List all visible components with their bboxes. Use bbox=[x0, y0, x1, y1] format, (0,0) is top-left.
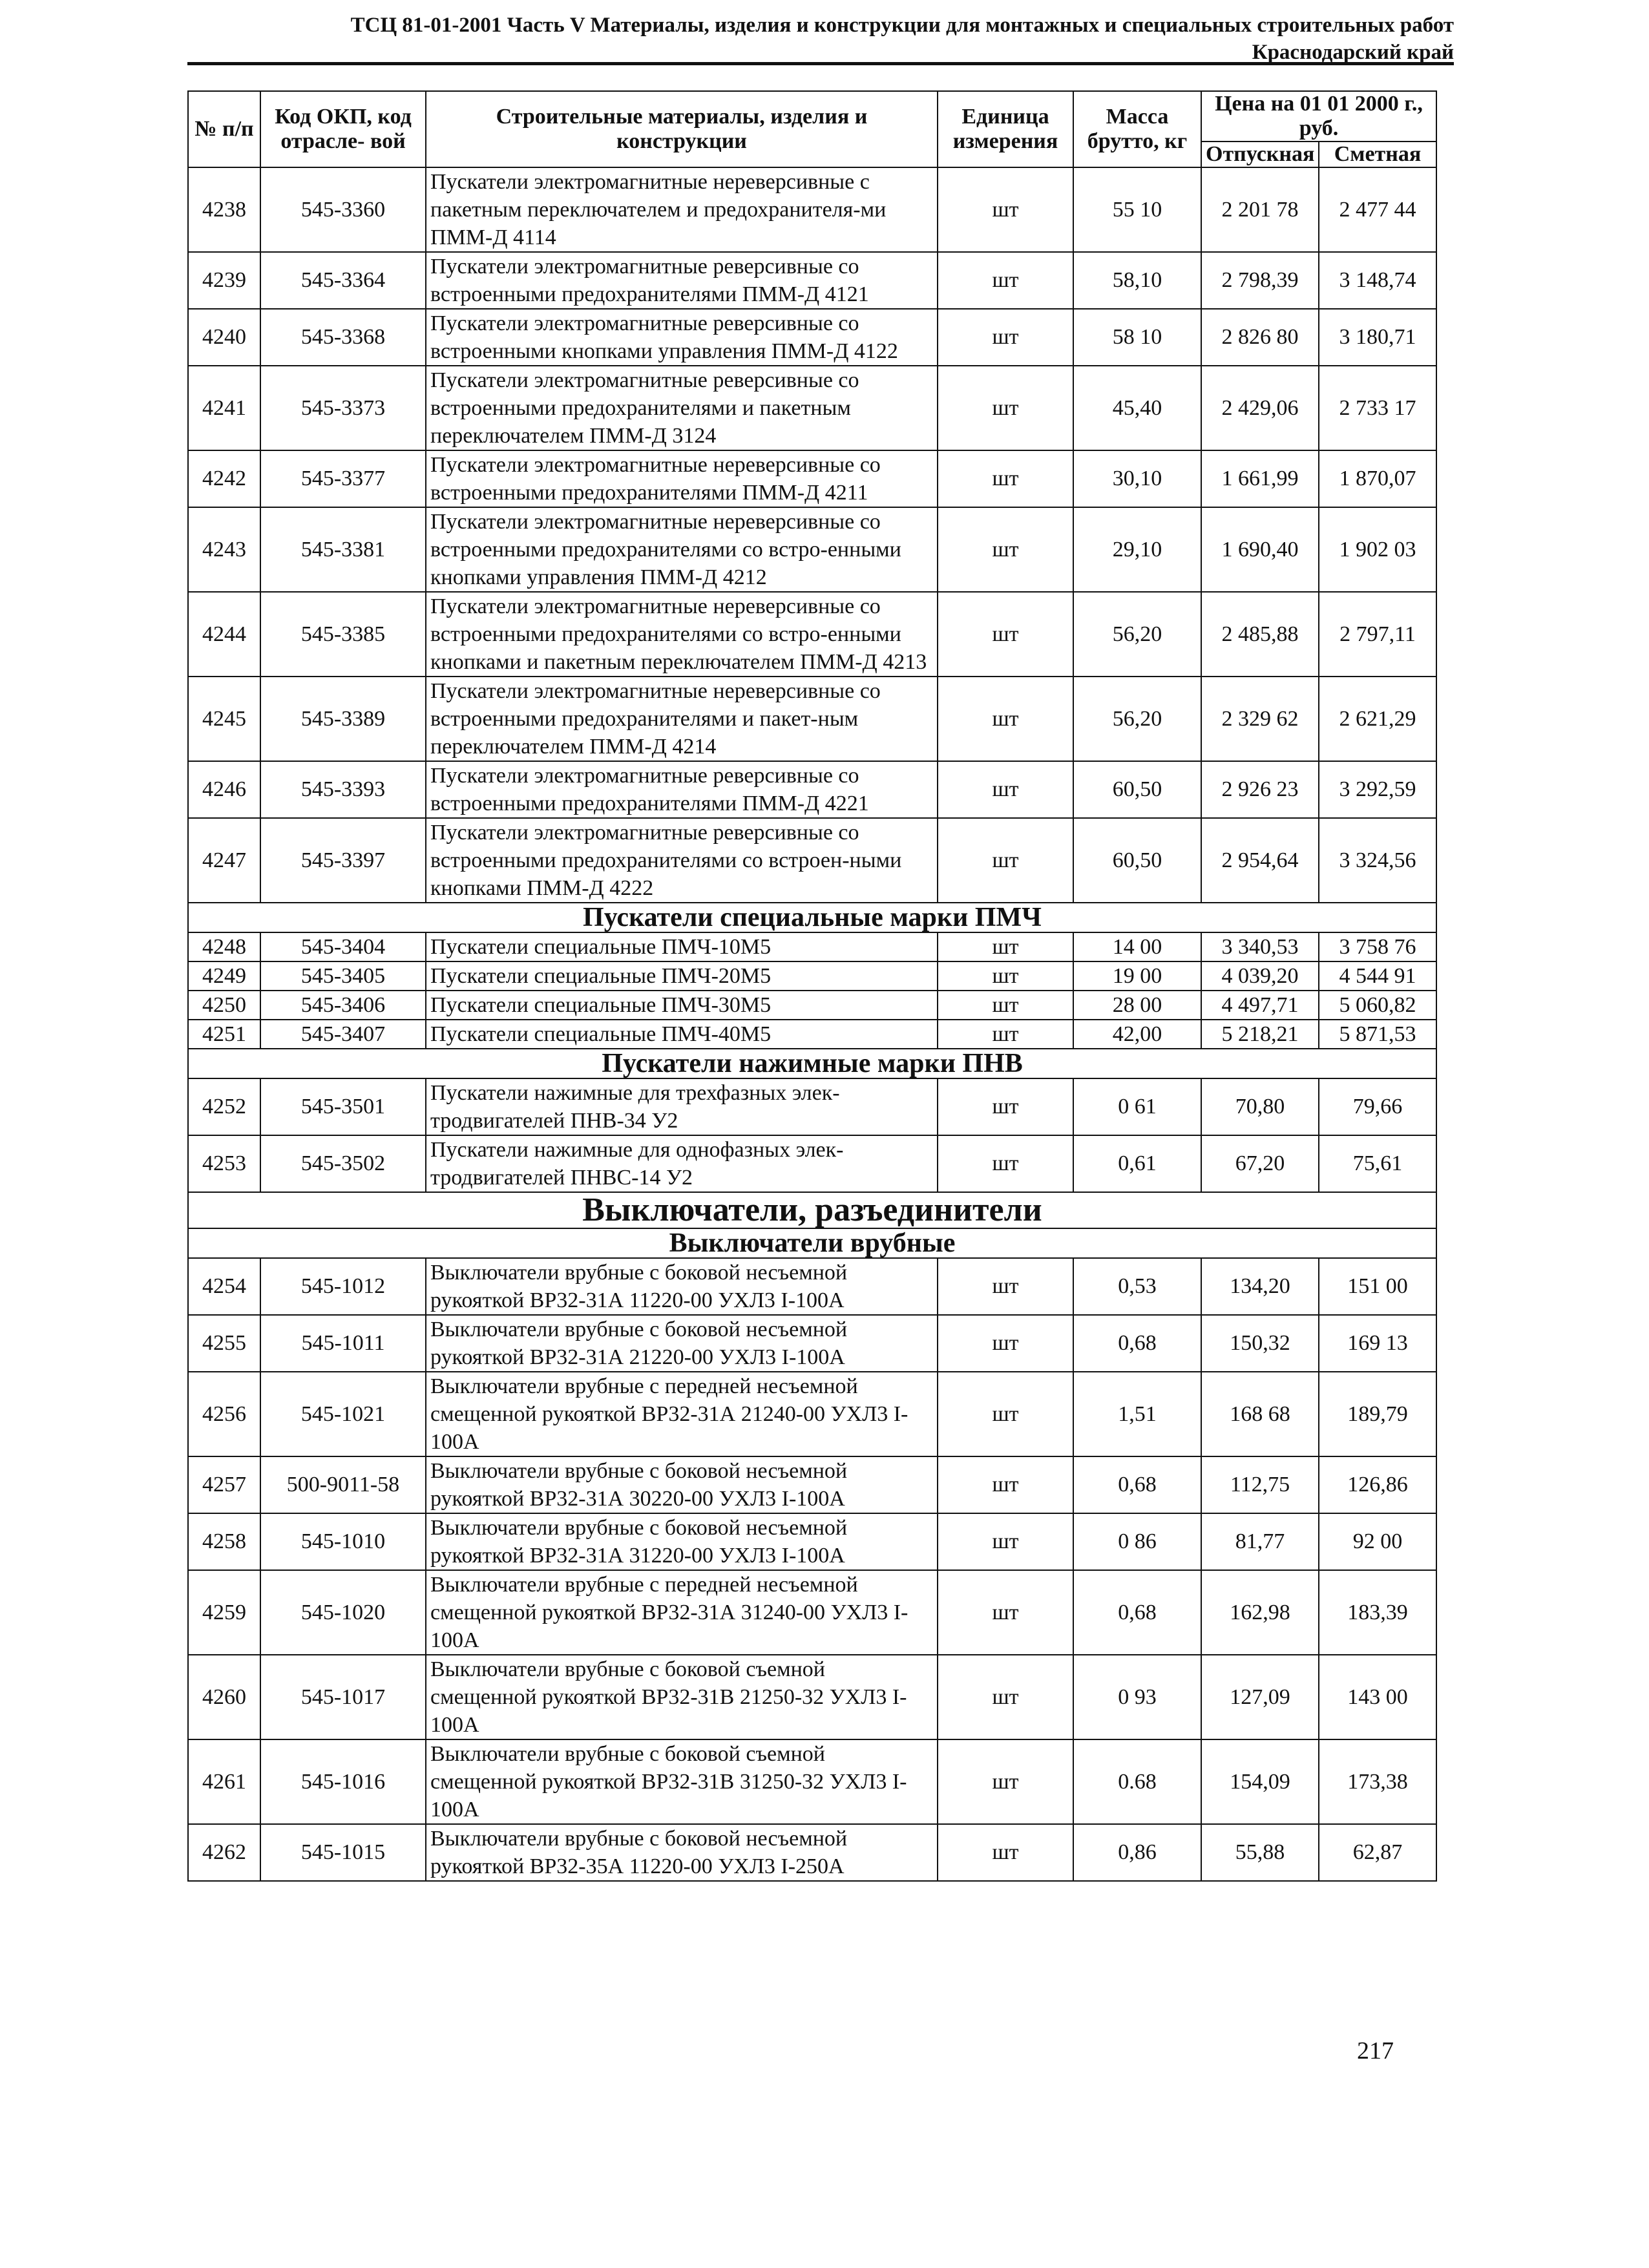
cell-name: Пускатели нажимные для однофазных элек-тродвигателей ПНВС-14 У2 bbox=[426, 1135, 938, 1192]
cell-unit: шт bbox=[938, 1570, 1073, 1655]
cell-price-estimate: 5 060,82 bbox=[1319, 991, 1436, 1020]
cell-name: Пускатели нажимные для трехфазных элек-тродвигателей ПНВ-34 У2 bbox=[426, 1078, 938, 1135]
col-header-name: Строительные материалы, изделия и конструкции bbox=[426, 91, 938, 167]
cell-mass: 0.68 bbox=[1073, 1739, 1201, 1824]
cell-unit: шт bbox=[938, 450, 1073, 507]
cell-mass: 58 10 bbox=[1073, 309, 1201, 366]
cell-mass: 0,68 bbox=[1073, 1456, 1201, 1513]
cell-code: 545-1010 bbox=[260, 1513, 426, 1570]
cell-name: Выключатели врубные с боковой несъемной рукояткой ВР32-31А 30220-00 УХЛ3 I-100А bbox=[426, 1456, 938, 1513]
cell-code: 545-3377 bbox=[260, 450, 426, 507]
cell-num: 4241 bbox=[188, 366, 260, 450]
cell-name: Пускатели специальные ПМЧ-40М5 bbox=[426, 1020, 938, 1049]
cell-price-estimate: 126,86 bbox=[1319, 1456, 1436, 1513]
cell-mass: 42,00 bbox=[1073, 1020, 1201, 1049]
cell-num: 4255 bbox=[188, 1315, 260, 1372]
cell-price-release: 2 798,39 bbox=[1201, 252, 1319, 309]
cell-price-estimate: 79,66 bbox=[1319, 1078, 1436, 1135]
cell-mass: 0 86 bbox=[1073, 1513, 1201, 1570]
cell-unit: шт bbox=[938, 1739, 1073, 1824]
cell-price-release: 150,32 bbox=[1201, 1315, 1319, 1372]
cell-price-release: 2 954,64 bbox=[1201, 818, 1319, 903]
cell-name: Пускатели электромагнитные нереверсивные со встроенными предохранителями и пакет-ным переключателем ПММ-Д 4214 bbox=[426, 677, 938, 761]
cell-code: 545-3373 bbox=[260, 366, 426, 450]
cell-price-release: 4 039,20 bbox=[1201, 961, 1319, 991]
cell-num: 4258 bbox=[188, 1513, 260, 1570]
cell-price-estimate: 143 00 bbox=[1319, 1655, 1436, 1739]
cell-price-release: 127,09 bbox=[1201, 1655, 1319, 1739]
cell-price-release: 168 68 bbox=[1201, 1372, 1319, 1456]
cell-code: 545-3405 bbox=[260, 961, 426, 991]
cell-name: Пускатели электромагнитные реверсивные со встроенными предохранителями со встроен-ными кнопками ПММ-Д 4222 bbox=[426, 818, 938, 903]
table-row bbox=[188, 507, 1436, 592]
cell-price-release: 2 926 23 bbox=[1201, 761, 1319, 818]
col-header-unit: Единица измерения bbox=[938, 91, 1073, 167]
cell-code: 545-3397 bbox=[260, 818, 426, 903]
cell-name: Пускатели электромагнитные нереверсивные с пакетным переключателем и предохранителя-ми ПММ-Д 4114 bbox=[426, 167, 938, 252]
cell-num: 4261 bbox=[188, 1739, 260, 1824]
cell-unit: шт bbox=[938, 1513, 1073, 1570]
cell-name: Пускатели специальные ПМЧ-20М5 bbox=[426, 961, 938, 991]
cell-mass: 14 00 bbox=[1073, 932, 1201, 961]
table-row bbox=[188, 1315, 1436, 1372]
cell-unit: шт bbox=[938, 991, 1073, 1020]
cell-unit: шт bbox=[938, 677, 1073, 761]
cell-num: 4259 bbox=[188, 1570, 260, 1655]
table-row bbox=[188, 1824, 1436, 1881]
cell-mass: 60,50 bbox=[1073, 761, 1201, 818]
cell-unit: шт bbox=[938, 1824, 1073, 1881]
cell-name: Выключатели врубные с боковой съемной смещенной рукояткой ВР32-31В 21250-32 УХЛ3 I-100А bbox=[426, 1655, 938, 1739]
cell-num: 4246 bbox=[188, 761, 260, 818]
cell-unit: шт bbox=[938, 1315, 1073, 1372]
cell-num: 4262 bbox=[188, 1824, 260, 1881]
col-header-num: № п/п bbox=[188, 91, 260, 167]
cell-code: 545-3393 bbox=[260, 761, 426, 818]
cell-num: 4248 bbox=[188, 932, 260, 961]
cell-price-release: 1 661,99 bbox=[1201, 450, 1319, 507]
cell-price-release: 2 826 80 bbox=[1201, 309, 1319, 366]
cell-price-release: 4 497,71 bbox=[1201, 991, 1319, 1020]
cell-unit: шт bbox=[938, 1456, 1073, 1513]
cell-code: 500-9011-58 bbox=[260, 1456, 426, 1513]
cell-name: Выключатели врубные с боковой несъемной рукояткой ВР32-31А 21220-00 УХЛ3 I-100А bbox=[426, 1315, 938, 1372]
cell-name: Пускатели электромагнитные реверсивные со встроенными кнопками управления ПММ-Д 4122 bbox=[426, 309, 938, 366]
cell-name: Выключатели врубные с боковой несъемной рукояткой ВР32-31А 11220-00 УХЛ3 I-100А bbox=[426, 1258, 938, 1315]
cell-price-estimate: 169 13 bbox=[1319, 1315, 1436, 1372]
cell-code: 545-3368 bbox=[260, 309, 426, 366]
cell-unit: шт bbox=[938, 366, 1073, 450]
cell-mass: 55 10 bbox=[1073, 167, 1201, 252]
cell-unit: шт bbox=[938, 932, 1073, 961]
table-row bbox=[188, 309, 1436, 366]
table-row bbox=[188, 1372, 1436, 1456]
cell-unit: шт bbox=[938, 961, 1073, 991]
table-body bbox=[188, 167, 1436, 1881]
cell-price-estimate: 1 870,07 bbox=[1319, 450, 1436, 507]
cell-price-release: 112,75 bbox=[1201, 1456, 1319, 1513]
cell-price-estimate: 75,61 bbox=[1319, 1135, 1436, 1192]
cell-name: Пускатели электромагнитные нереверсивные со встроенными предохранителями ПММ-Д 4211 bbox=[426, 450, 938, 507]
cell-code: 545-3385 bbox=[260, 592, 426, 677]
cell-code: 545-1015 bbox=[260, 1824, 426, 1881]
cell-unit: шт bbox=[938, 1372, 1073, 1456]
cell-num: 4247 bbox=[188, 818, 260, 903]
table-row bbox=[188, 1020, 1436, 1049]
cell-mass: 0,68 bbox=[1073, 1570, 1201, 1655]
cell-mass: 60,50 bbox=[1073, 818, 1201, 903]
cell-mass: 58,10 bbox=[1073, 252, 1201, 309]
cell-name: Пускатели электромагнитные реверсивные со встроенными предохранителями ПММ-Д 4221 bbox=[426, 761, 938, 818]
cell-mass: 56,20 bbox=[1073, 677, 1201, 761]
cell-num: 4256 bbox=[188, 1372, 260, 1456]
cell-unit: шт bbox=[938, 507, 1073, 592]
table-row bbox=[188, 991, 1436, 1020]
col-header-price-release: Отпускная bbox=[1201, 142, 1319, 167]
cell-code: 545-1012 bbox=[260, 1258, 426, 1315]
col-header-code: Код ОКП, код отрасле- вой bbox=[260, 91, 426, 167]
cell-mass: 0,61 bbox=[1073, 1135, 1201, 1192]
cell-num: 4250 bbox=[188, 991, 260, 1020]
cell-code: 545-1011 bbox=[260, 1315, 426, 1372]
cell-price-release: 2 329 62 bbox=[1201, 677, 1319, 761]
cell-price-release: 1 690,40 bbox=[1201, 507, 1319, 592]
cell-num: 4249 bbox=[188, 961, 260, 991]
table-row bbox=[188, 1513, 1436, 1570]
table-row bbox=[188, 1078, 1436, 1135]
cell-price-estimate: 151 00 bbox=[1319, 1258, 1436, 1315]
cell-price-estimate: 4 544 91 bbox=[1319, 961, 1436, 991]
col-header-mass: Масса брутто, кг bbox=[1073, 91, 1201, 167]
cell-num: 4240 bbox=[188, 309, 260, 366]
cell-unit: шт bbox=[938, 761, 1073, 818]
cell-code: 545-3360 bbox=[260, 167, 426, 252]
cell-price-estimate: 3 148,74 bbox=[1319, 252, 1436, 309]
cell-price-estimate: 3 292,59 bbox=[1319, 761, 1436, 818]
cell-name: Пускатели электромагнитные реверсивные со встроенными предохранителями ПММ-Д 4121 bbox=[426, 252, 938, 309]
cell-unit: шт bbox=[938, 1078, 1073, 1135]
cell-price-release: 55,88 bbox=[1201, 1824, 1319, 1881]
cell-code: 545-3501 bbox=[260, 1078, 426, 1135]
table-row bbox=[188, 450, 1436, 507]
section-title: Выключатели врубные bbox=[188, 1228, 1436, 1258]
cell-price-estimate: 3 324,56 bbox=[1319, 818, 1436, 903]
cell-num: 4238 bbox=[188, 167, 260, 252]
section-heading-row bbox=[188, 1228, 1436, 1258]
cell-price-estimate: 2 733 17 bbox=[1319, 366, 1436, 450]
cell-name: Выключатели врубные с боковой несъемной рукояткой ВР32-35А 11220-00 УХЛ3 I-250А bbox=[426, 1824, 938, 1881]
table-row bbox=[188, 677, 1436, 761]
cell-name: Пускатели электромагнитные нереверсивные со встроенными предохранителями со встро-енными кнопками и пакетным переключателем ПММ-Д 4213 bbox=[426, 592, 938, 677]
header-title: ТСЦ 81-01-2001 Часть V Материалы, изделия и конструкции для монтажных и специальных строительных работ bbox=[350, 14, 1454, 37]
cell-name: Выключатели врубные с передней несъемной смещенной рукояткой ВР32-31А 31240-00 УХЛ3 I-100А bbox=[426, 1570, 938, 1655]
cell-price-estimate: 3 180,71 bbox=[1319, 309, 1436, 366]
cell-price-estimate: 189,79 bbox=[1319, 1372, 1436, 1456]
table-row bbox=[188, 1570, 1436, 1655]
cell-num: 4239 bbox=[188, 252, 260, 309]
cell-mass: 0,68 bbox=[1073, 1315, 1201, 1372]
cell-name: Выключатели врубные с передней несъемной смещенной рукояткой ВР32-31А 21240-00 УХЛ3 I-100А bbox=[426, 1372, 938, 1456]
table-row bbox=[188, 1655, 1436, 1739]
cell-name: Пускатели специальные ПМЧ-10М5 bbox=[426, 932, 938, 961]
col-header-price: Цена на 01 01 2000 г., руб. bbox=[1201, 91, 1436, 142]
cell-unit: шт bbox=[938, 592, 1073, 677]
cell-code: 545-1016 bbox=[260, 1739, 426, 1824]
section-title: Выключатели, разъединители bbox=[188, 1192, 1436, 1228]
cell-name: Выключатели врубные с боковой съемной смещенной рукояткой ВР32-31В 31250-32 УХЛ3 I-100А bbox=[426, 1739, 938, 1824]
table-row bbox=[188, 1135, 1436, 1192]
cell-code: 545-3406 bbox=[260, 991, 426, 1020]
page-header bbox=[187, 12, 1454, 66]
cell-price-estimate: 3 758 76 bbox=[1319, 932, 1436, 961]
cell-price-estimate: 173,38 bbox=[1319, 1739, 1436, 1824]
cell-mass: 30,10 bbox=[1073, 450, 1201, 507]
cell-mass: 1,51 bbox=[1073, 1372, 1201, 1456]
cell-code: 545-3502 bbox=[260, 1135, 426, 1192]
col-header-price-estimate: Сметная bbox=[1319, 142, 1436, 167]
cell-code: 545-1021 bbox=[260, 1372, 426, 1456]
cell-num: 4245 bbox=[188, 677, 260, 761]
table-row bbox=[188, 167, 1436, 252]
table-row bbox=[188, 252, 1436, 309]
cell-unit: шт bbox=[938, 167, 1073, 252]
page-number: 217 bbox=[1357, 2037, 1394, 2064]
cell-num: 4244 bbox=[188, 592, 260, 677]
cell-unit: шт bbox=[938, 309, 1073, 366]
cell-name: Выключатели врубные с боковой несъемной рукояткой ВР32-31А 31220-00 УХЛ3 I-100А bbox=[426, 1513, 938, 1570]
table-row bbox=[188, 818, 1436, 903]
table-row bbox=[188, 366, 1436, 450]
cell-unit: шт bbox=[938, 1655, 1073, 1739]
table-row bbox=[188, 592, 1436, 677]
price-table bbox=[187, 90, 1437, 1882]
cell-price-release: 70,80 bbox=[1201, 1078, 1319, 1135]
cell-num: 4251 bbox=[188, 1020, 260, 1049]
section-title: Пускатели нажимные марки ПНВ bbox=[188, 1049, 1436, 1078]
cell-price-estimate: 5 871,53 bbox=[1319, 1020, 1436, 1049]
cell-num: 4257 bbox=[188, 1456, 260, 1513]
table-row bbox=[188, 761, 1436, 818]
cell-price-release: 3 340,53 bbox=[1201, 932, 1319, 961]
cell-name: Пускатели электромагнитные реверсивные со встроенными предохранителями и пакетным переключателем ПММ-Д 3124 bbox=[426, 366, 938, 450]
cell-num: 4252 bbox=[188, 1078, 260, 1135]
cell-price-release: 2 201 78 bbox=[1201, 167, 1319, 252]
section-title: Пускатели специальные марки ПМЧ bbox=[188, 903, 1436, 932]
cell-price-release: 67,20 bbox=[1201, 1135, 1319, 1192]
cell-price-release: 81,77 bbox=[1201, 1513, 1319, 1570]
cell-unit: шт bbox=[938, 252, 1073, 309]
cell-code: 545-3389 bbox=[260, 677, 426, 761]
header-rule bbox=[187, 62, 1454, 65]
table-row bbox=[188, 961, 1436, 991]
chapter-heading-row bbox=[188, 1192, 1436, 1228]
table-row bbox=[188, 932, 1436, 961]
cell-price-estimate: 1 902 03 bbox=[1319, 507, 1436, 592]
cell-name: Пускатели специальные ПМЧ-30М5 bbox=[426, 991, 938, 1020]
section-heading-row bbox=[188, 1049, 1436, 1078]
header-region: Краснодарский край bbox=[1252, 41, 1454, 64]
cell-code: 545-3404 bbox=[260, 932, 426, 961]
cell-mass: 19 00 bbox=[1073, 961, 1201, 991]
cell-num: 4254 bbox=[188, 1258, 260, 1315]
cell-price-estimate: 183,39 bbox=[1319, 1570, 1436, 1655]
section-heading-row bbox=[188, 903, 1436, 932]
cell-price-release: 5 218,21 bbox=[1201, 1020, 1319, 1049]
cell-mass: 28 00 bbox=[1073, 991, 1201, 1020]
cell-code: 545-3364 bbox=[260, 252, 426, 309]
cell-num: 4260 bbox=[188, 1655, 260, 1739]
cell-price-estimate: 2 477 44 bbox=[1319, 167, 1436, 252]
cell-price-release: 162,98 bbox=[1201, 1570, 1319, 1655]
cell-name: Пускатели электромагнитные нереверсивные со встроенными предохранителями со встро-енными кнопками управления ПММ-Д 4212 bbox=[426, 507, 938, 592]
cell-num: 4253 bbox=[188, 1135, 260, 1192]
cell-price-estimate: 2 797,11 bbox=[1319, 592, 1436, 677]
cell-price-estimate: 62,87 bbox=[1319, 1824, 1436, 1881]
cell-price-release: 154,09 bbox=[1201, 1739, 1319, 1824]
cell-num: 4243 bbox=[188, 507, 260, 592]
cell-price-release: 2 485,88 bbox=[1201, 592, 1319, 677]
cell-num: 4242 bbox=[188, 450, 260, 507]
cell-price-estimate: 92 00 bbox=[1319, 1513, 1436, 1570]
cell-code: 545-3381 bbox=[260, 507, 426, 592]
cell-unit: шт bbox=[938, 1135, 1073, 1192]
cell-mass: 29,10 bbox=[1073, 507, 1201, 592]
cell-code: 545-3407 bbox=[260, 1020, 426, 1049]
table-row bbox=[188, 1258, 1436, 1315]
cell-unit: шт bbox=[938, 818, 1073, 903]
cell-unit: шт bbox=[938, 1258, 1073, 1315]
cell-mass: 0,86 bbox=[1073, 1824, 1201, 1881]
cell-unit: шт bbox=[938, 1020, 1073, 1049]
cell-mass: 0 93 bbox=[1073, 1655, 1201, 1739]
table-row bbox=[188, 1739, 1436, 1824]
cell-mass: 45,40 bbox=[1073, 366, 1201, 450]
cell-mass: 0,53 bbox=[1073, 1258, 1201, 1315]
cell-mass: 0 61 bbox=[1073, 1078, 1201, 1135]
cell-price-release: 2 429,06 bbox=[1201, 366, 1319, 450]
table-row bbox=[188, 1456, 1436, 1513]
cell-mass: 56,20 bbox=[1073, 592, 1201, 677]
cell-price-release: 134,20 bbox=[1201, 1258, 1319, 1315]
cell-code: 545-1017 bbox=[260, 1655, 426, 1739]
cell-price-estimate: 2 621,29 bbox=[1319, 677, 1436, 761]
cell-code: 545-1020 bbox=[260, 1570, 426, 1655]
